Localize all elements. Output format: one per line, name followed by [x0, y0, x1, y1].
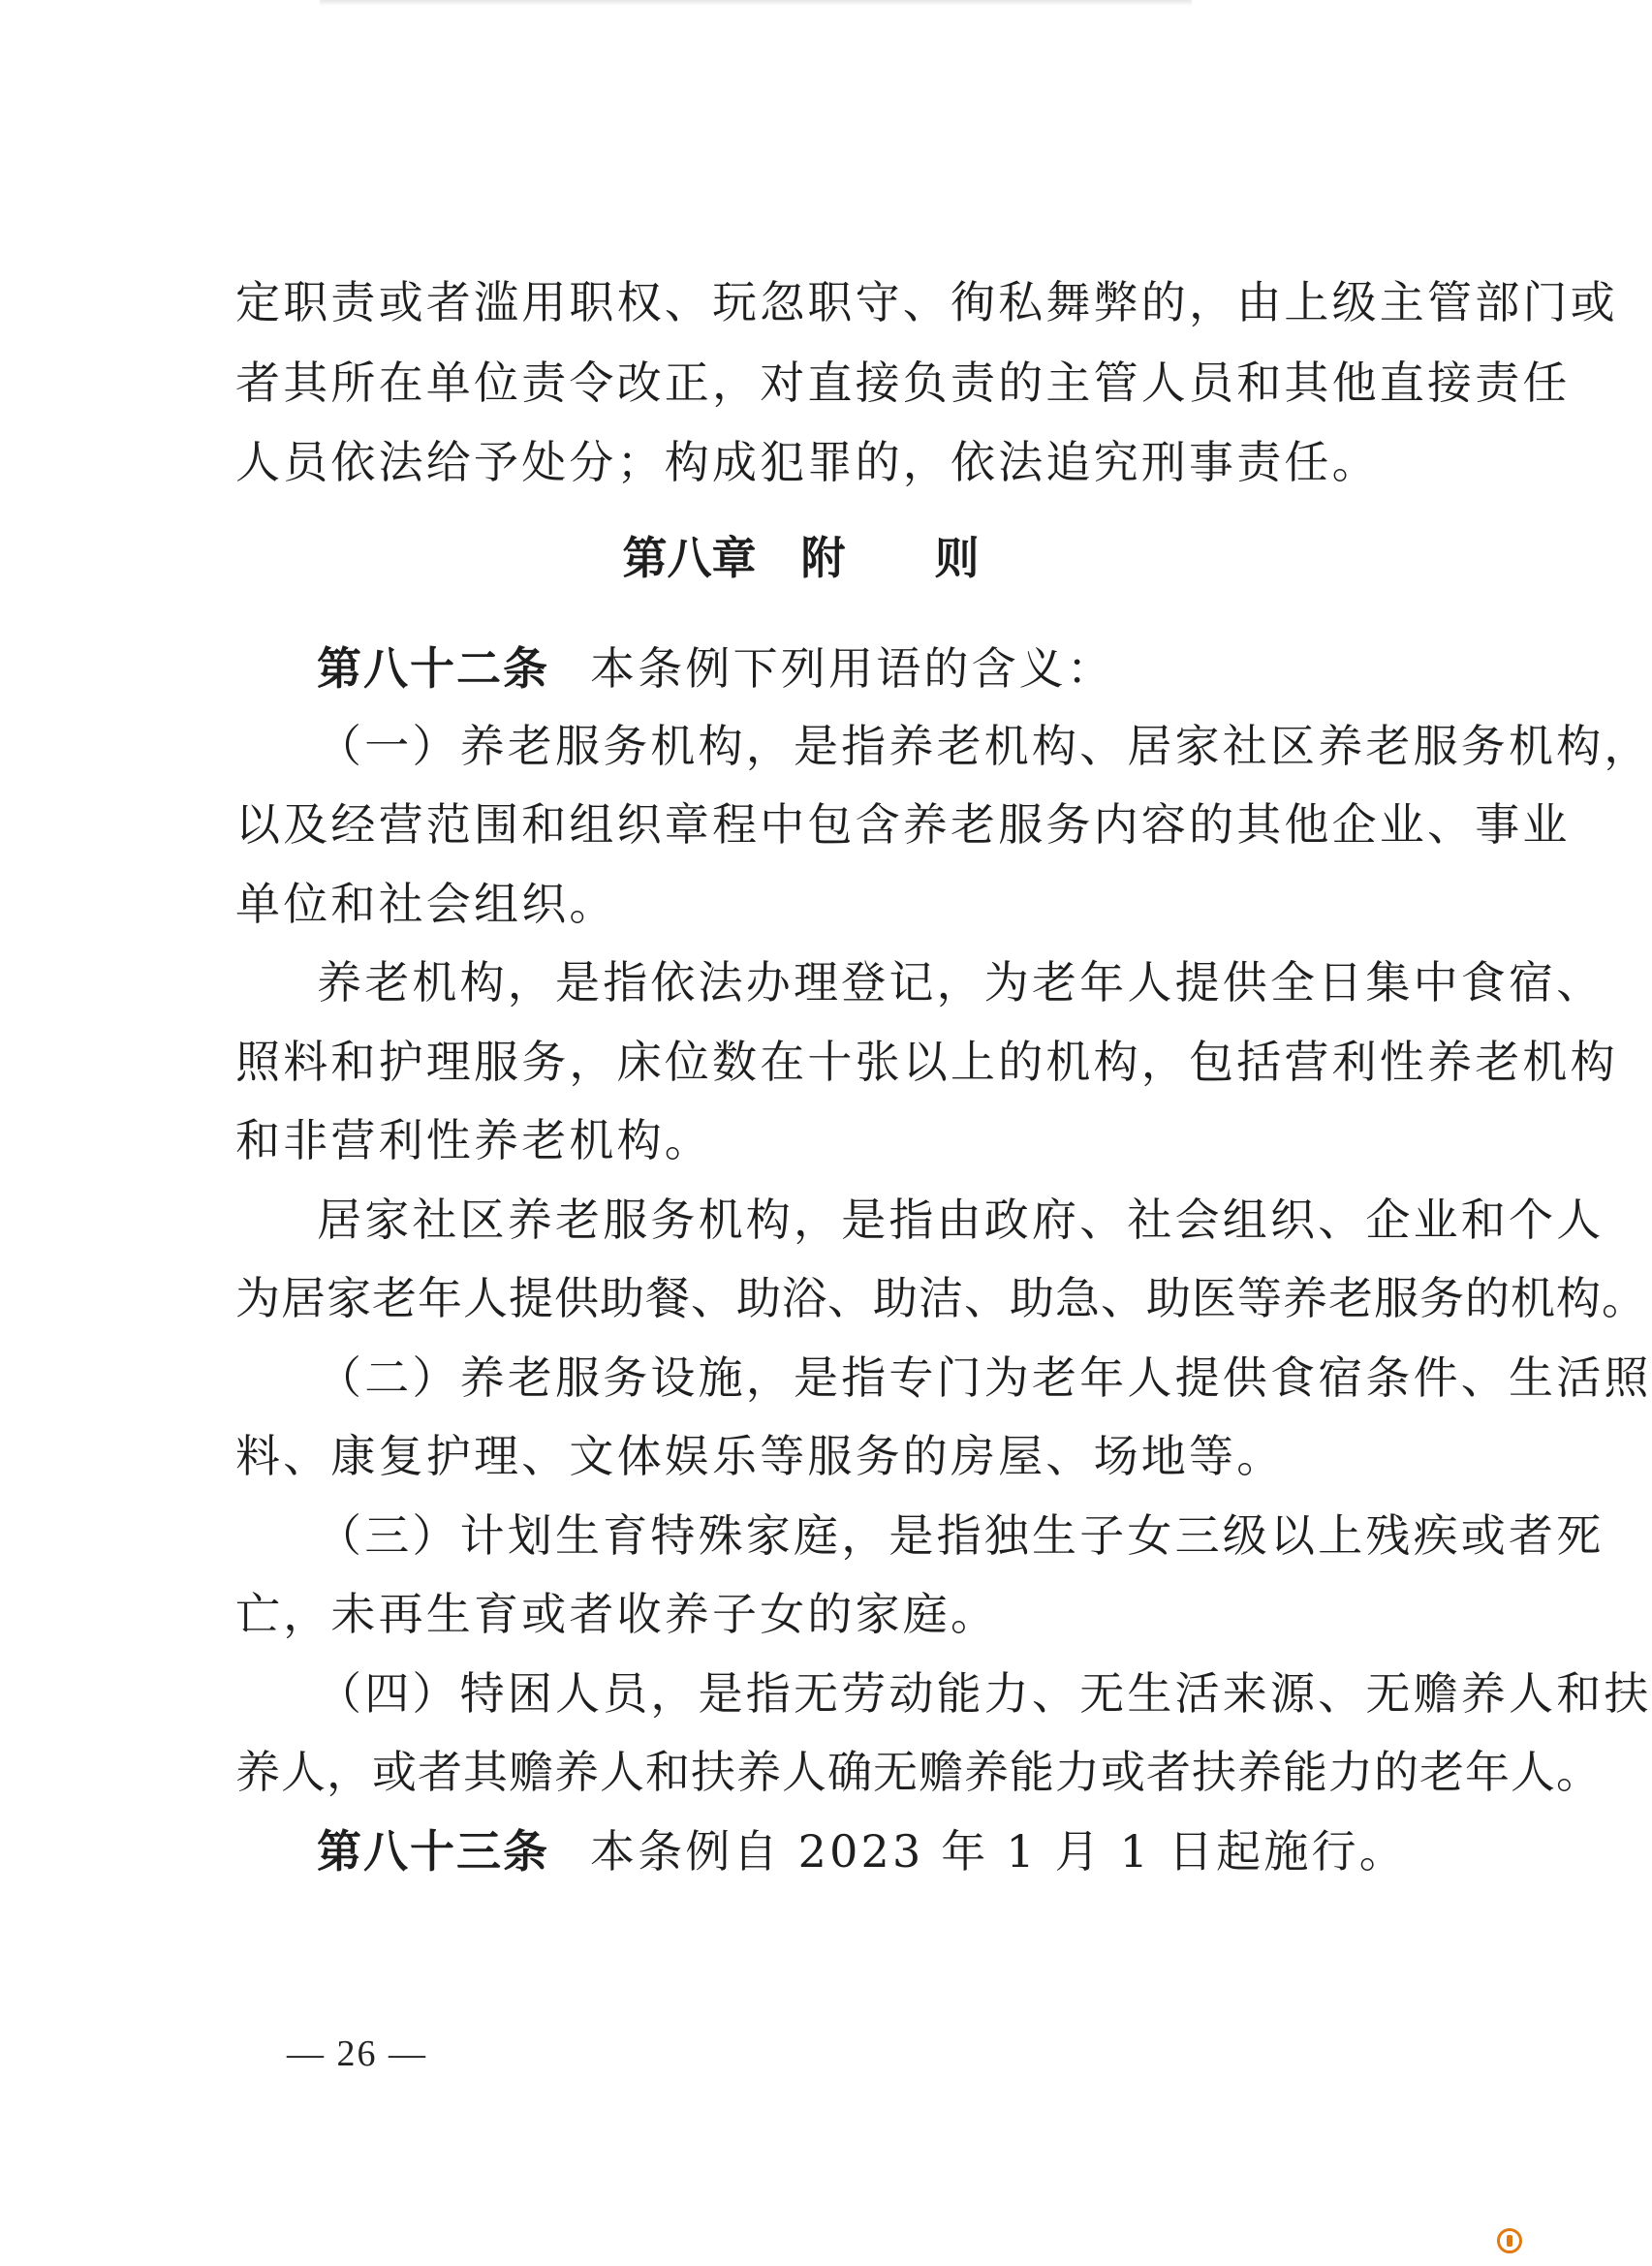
- body-line: 以及经营范围和组织章程中包含养老服务内容的其他企业、事业: [235, 798, 1571, 851]
- article-82-line: [317, 639, 1413, 698]
- body-line: （三）计划生育特殊家庭，是指独生子女三级以上残疾或者死: [317, 1509, 1605, 1562]
- body-line: 定职责或者滥用职权、玩忽职守、徇私舞弊的，由上级主管部门或: [235, 276, 1618, 328]
- body-line: （二）养老服务设施，是指专门为老年人提供食宿条件、生活照: [317, 1351, 1652, 1404]
- chapter-heading: 第八章 附 则: [622, 532, 980, 584]
- seal-icon: [1497, 2228, 1522, 2253]
- body-line: （一）养老服务机构，是指养老机构、居家社区养老服务机构，: [317, 720, 1652, 772]
- article-text: 本条例下列用语的含义：: [590, 642, 1115, 695]
- body-line: （四）特困人员，是指无劳动能力、无生活来源、无赡养人和扶: [317, 1667, 1652, 1720]
- scan-edge-shadow: [320, 0, 1192, 6]
- article-number: 第八十三条: [317, 1825, 549, 1878]
- body-line: 和非营利性养老机构。: [235, 1114, 712, 1166]
- body-line: 养老机构，是指依法办理登记，为老年人提供全日集中食宿、: [317, 956, 1605, 1009]
- body-line: 照料和护理服务，床位数在十张以上的机构，包括营利性养老机构: [235, 1036, 1618, 1088]
- body-line: 为居家老年人提供助餐、助浴、助洁、助急、助医等养老服务的机构。: [235, 1272, 1647, 1324]
- page-number: — 26 —: [287, 2033, 427, 2074]
- body-line: 料、康复护理、文体娱乐等服务的房屋、场地等。: [235, 1430, 1285, 1482]
- article-text: 本条例自 2023 年 1 月 1 日起施行。: [590, 1825, 1407, 1878]
- body-line: 单位和社会组织。: [235, 878, 617, 930]
- article-number: 第八十二条: [317, 642, 549, 695]
- body-line: 者其所在单位责令改正，对直接负责的主管人员和其他直接责任: [235, 357, 1571, 409]
- body-line: 亡，未再生育或者收养子女的家庭。: [235, 1588, 999, 1640]
- body-line: 人员依法给予处分；构成犯罪的，依法追究刑事责任。: [235, 436, 1380, 488]
- body-line: 居家社区养老服务机构，是指由政府、社会组织、企业和个人: [317, 1194, 1605, 1246]
- body-line: 养人，或者其赡养人和扶养人确无赡养能力或者扶养能力的老年人。: [235, 1746, 1602, 1798]
- article-83-line: [317, 1822, 1413, 1880]
